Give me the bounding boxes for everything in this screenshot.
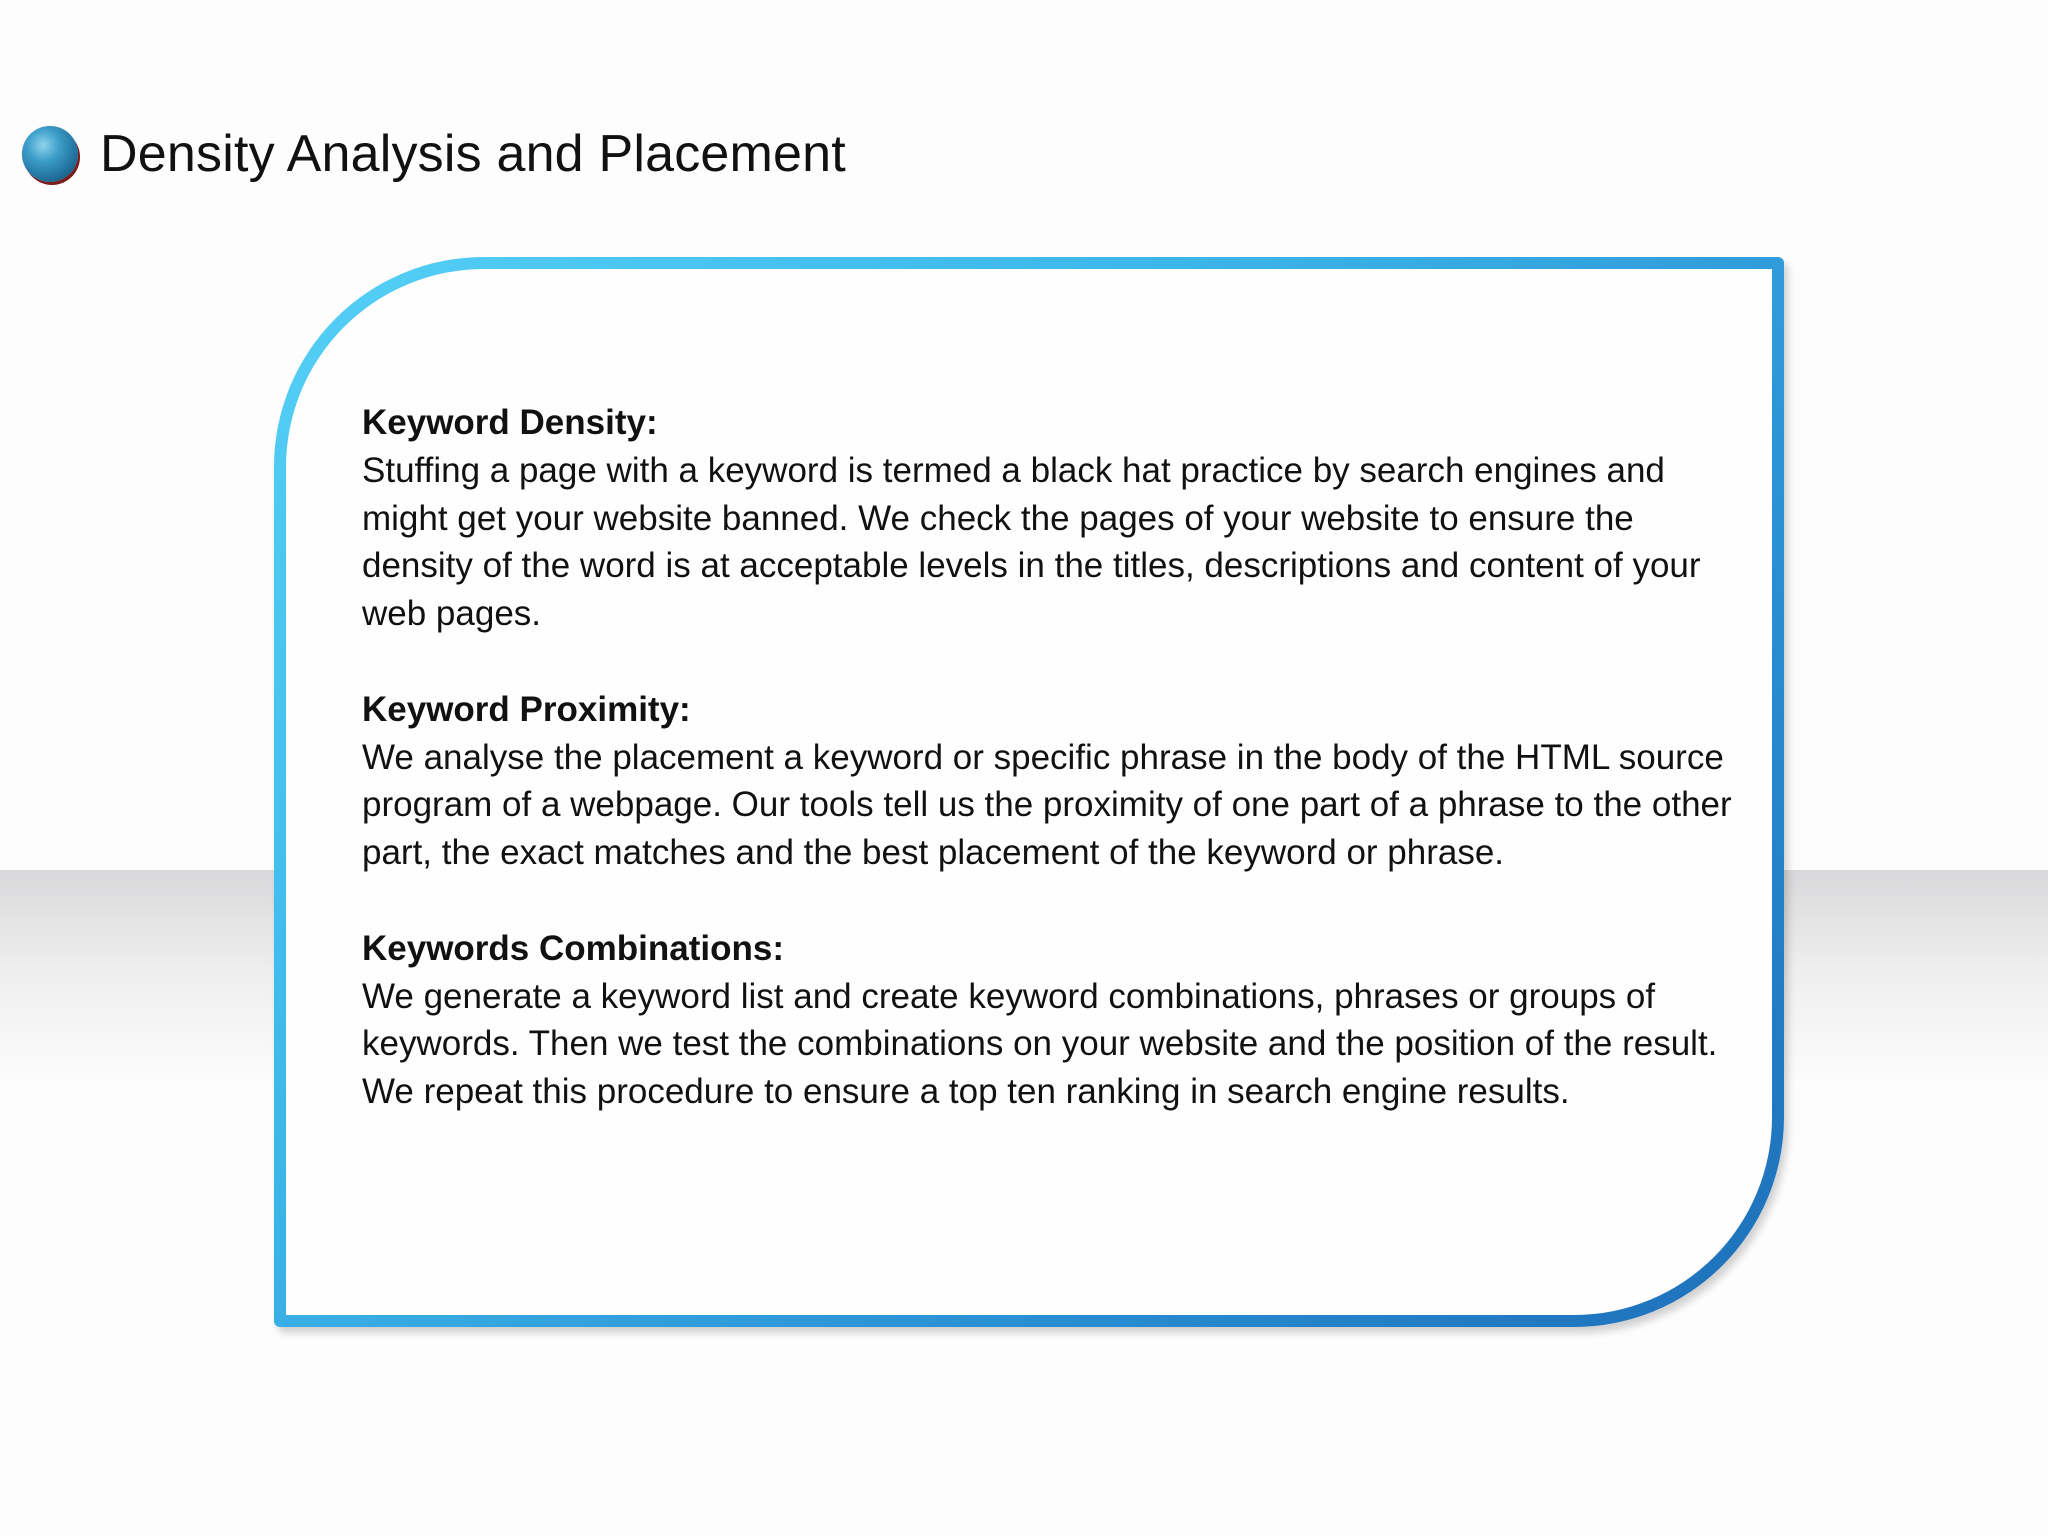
section-keyword-density — [362, 399, 1742, 638]
section-body: We generate a keyword list and create keyword combinations, phrases or groups of keywords. Then we test the combinations on your website and the position of the result. We repeat this procedure to ensure a top ten ranking in search engine results. — [362, 976, 1718, 1112]
section-body: Stuffing a page with a keyword is termed a black hat practice by search engines and might get your website banned. We check the pages of your website to ensure the density of the word is at acceptable levels in the titles, descriptions and content of your web pages. — [362, 450, 1701, 634]
slide-header — [22, 118, 846, 190]
content-card — [274, 257, 1784, 1327]
sphere-bullet-icon — [22, 126, 78, 182]
section-heading: Keyword Proximity: — [362, 689, 691, 729]
section-body: We analyse the placement a keyword or specific phrase in the body of the HTML source program of a webpage. Our tools tell us the proximity of one part of a phrase to the other part, the exact matches and the best placement of the keyword or phrase. — [362, 737, 1732, 873]
section-heading: Keyword Density: — [362, 403, 658, 442]
card-content — [362, 399, 1742, 1116]
page-title: Density Analysis and Placement — [100, 125, 846, 183]
section-keywords-combinations — [362, 925, 1742, 1116]
section-heading: Keywords Combinations: — [362, 928, 784, 968]
section-keyword-proximity — [362, 686, 1742, 877]
